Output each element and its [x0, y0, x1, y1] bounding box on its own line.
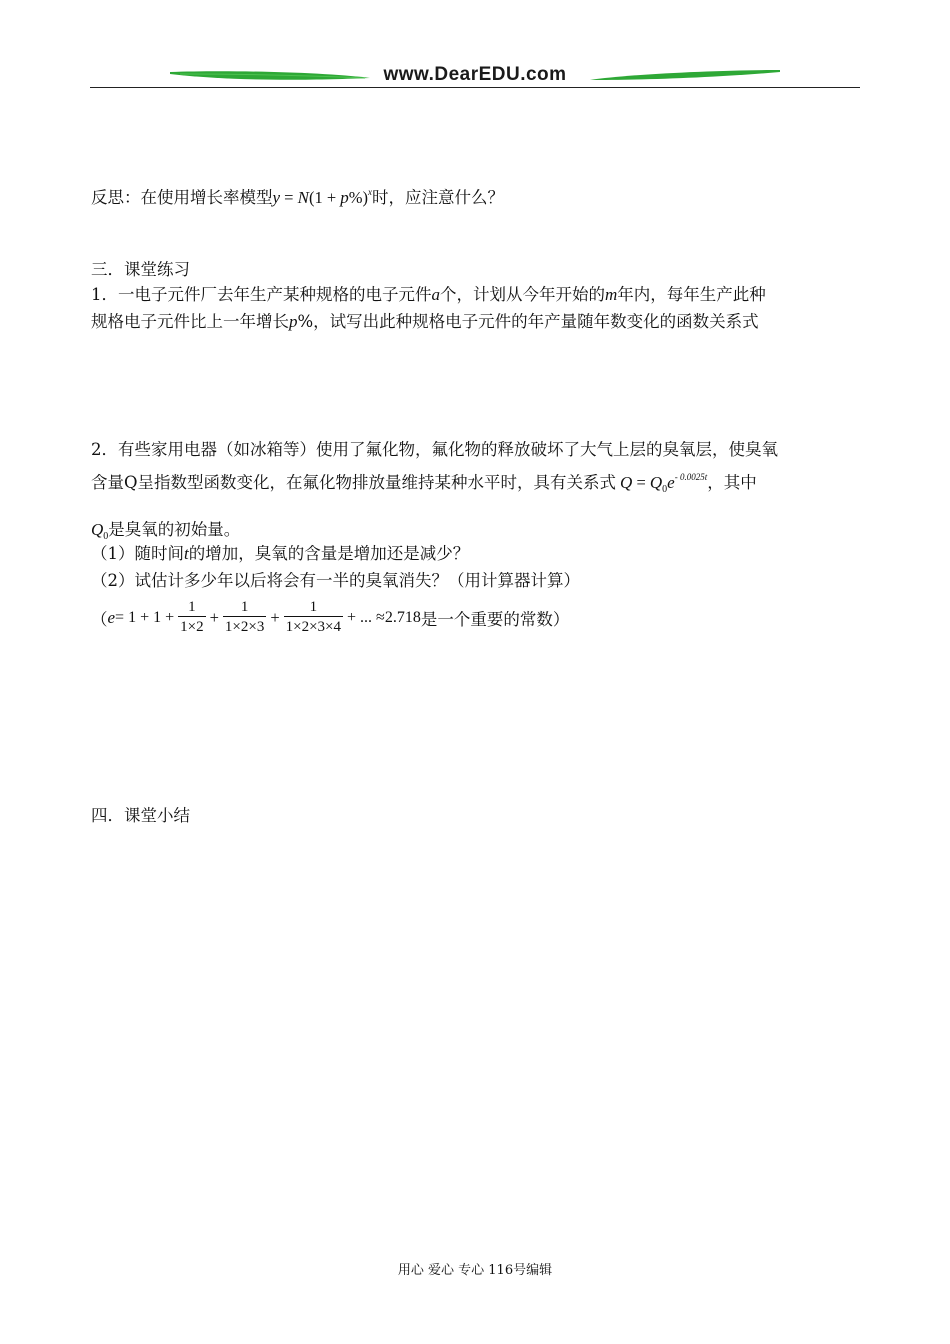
q1-text: 1．一电子元件厂去年生产某种规格的电子元件 — [91, 285, 432, 304]
q2-text: ，其中 — [707, 473, 757, 492]
q1-var-a: a — [431, 285, 440, 304]
formula-op: (1 + — [308, 188, 341, 207]
q2-line1: 2．有些家用电器（如冰箱等）使用了氟化物，氟化物的释放破坏了大气上层的臭氧层，使臭氧 — [91, 440, 778, 459]
fraction-numerator: 1 — [188, 599, 196, 615]
q2-text: 的增加，臭氧的含量是增加还是减少？ — [188, 544, 470, 563]
page-footer: 用心 爱心 专心 116号编辑 — [397, 1263, 553, 1278]
q2-text: 是臭氧的初始量。 — [108, 520, 241, 539]
fraction-denominator: 1×2×3×4 — [284, 616, 343, 637]
reflection-prefix: 反思：在使用增长率模型 — [91, 188, 273, 207]
paren-open: （ — [91, 609, 108, 629]
q2-sub1 — [91, 543, 469, 565]
fraction — [178, 598, 205, 637]
section3-title: 三．课堂练习 — [91, 260, 190, 279]
formula-subscript: 0 — [662, 484, 668, 495]
q2-text: （1）随时间 — [91, 544, 184, 563]
fraction-numerator: 1 — [240, 599, 249, 615]
formula-var: Q — [91, 520, 104, 539]
fraction-numerator: 1 — [309, 599, 318, 615]
formula-op: = — [632, 473, 650, 492]
formula-var: Q — [620, 473, 633, 492]
formula-var: e — [107, 607, 116, 627]
formula-op: = — [280, 188, 298, 207]
fraction — [284, 598, 343, 637]
fraction-denominator: 1×2×3 — [223, 616, 266, 637]
q1-text: %，试写出此种规格电子元件的年产量随年数变化的函数关系式 — [297, 312, 759, 331]
q2-sub2: （2）试估计多少年以后将会有一半的臭氧消失？（用计算器计算） — [91, 571, 580, 590]
q1-line1 — [91, 284, 766, 306]
reflection-suffix: 时，应注意什么？ — [372, 188, 505, 207]
formula-exponent: x — [368, 187, 373, 197]
header-divider — [90, 87, 860, 88]
section4-title: 四．课堂小结 — [91, 806, 190, 825]
formula-var: t — [184, 544, 189, 563]
site-name: www.DearEDU.com — [383, 64, 567, 85]
fraction-denominator: 1×2 — [178, 616, 205, 637]
q2-text: 是一个重要的常数） — [420, 609, 570, 629]
formula-var: N — [297, 188, 309, 207]
q1-var-p: p — [289, 312, 298, 331]
formula-op: %) — [348, 188, 369, 207]
formula-var: p — [340, 188, 349, 207]
formula-op: + — [209, 607, 219, 627]
q1-text: 年内，每年生产此种 — [617, 285, 766, 304]
formula-subscript: 0 — [103, 531, 109, 542]
e-definition-line — [91, 598, 569, 637]
formula-op: + ... ≈2.718 — [347, 608, 421, 626]
q2-line2 — [91, 466, 757, 501]
q2-text: 含量Q呈指数型函数变化，在氟化物排放量维持某种水平时，具有关系式 — [91, 473, 617, 492]
q1-line2 — [91, 311, 759, 333]
formula-var: e — [667, 473, 675, 492]
formula-op: + — [270, 607, 280, 627]
q1-var-m: m — [605, 285, 618, 304]
formula-op: = 1 + 1 + — [115, 608, 175, 626]
reflection-line — [91, 181, 504, 209]
formula-exponent: - 0.0025t — [674, 472, 708, 482]
formula-var: Q — [649, 473, 663, 492]
page-header — [90, 60, 860, 92]
formula-var: y — [272, 188, 281, 207]
q1-text: 个，计划从今年开始的 — [440, 285, 605, 304]
q1-text: 规格电子元件比上一年增长 — [91, 312, 289, 331]
fraction — [223, 598, 266, 637]
